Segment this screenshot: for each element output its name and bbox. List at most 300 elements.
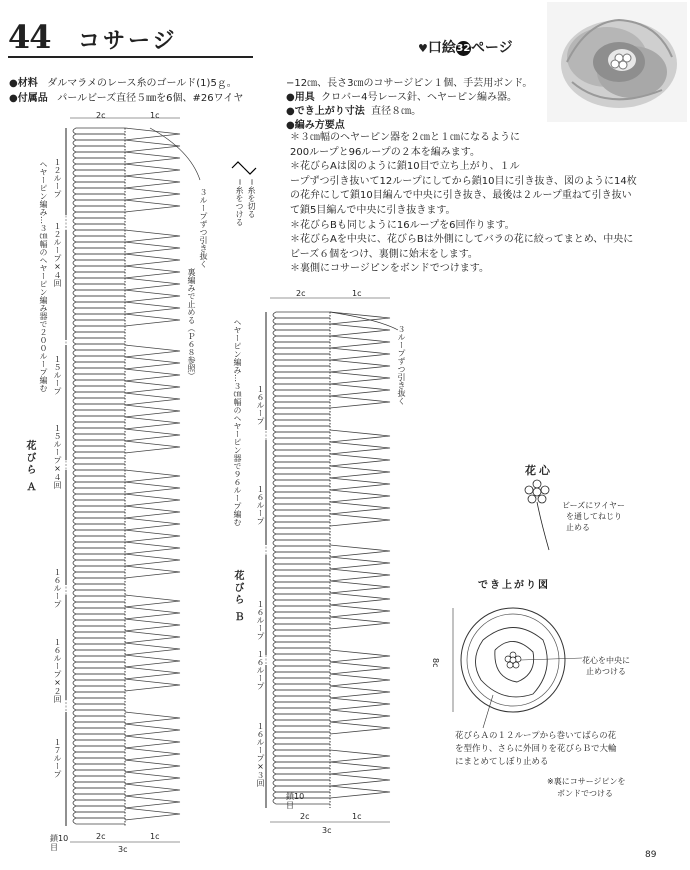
hairpin-loop-left	[273, 384, 330, 390]
heart-icon: ●	[286, 92, 295, 103]
hairpin-loop-left	[273, 426, 330, 432]
hairpin-loop-left	[273, 378, 330, 384]
hairpin-loop-left	[73, 554, 125, 560]
hairpin-loop-left	[273, 570, 330, 576]
zigzag-loop-right	[125, 230, 180, 242]
b-loop16-label-4: １６ループ	[256, 650, 265, 690]
hairpin-loop-left	[273, 660, 330, 666]
petal-a-top-dim-2c: 2c	[96, 111, 106, 120]
hairpin-loop-left	[73, 806, 125, 812]
hairpin-loop-left	[273, 594, 330, 600]
note-line: ビーズにワイヤー	[562, 501, 626, 510]
petal-b-bottom-dim-1c: 1c	[352, 812, 362, 821]
petal-a-bottom-dim-1c: 1c	[150, 832, 160, 841]
hairpin-loop-left	[73, 392, 125, 398]
hairpin-loop-left	[73, 812, 125, 818]
petal-b-bottom-dim-3c: 3c	[322, 826, 332, 835]
hairpin-loop-left	[73, 200, 125, 206]
hairpin-loop-left	[73, 284, 125, 290]
hairpin-loop-left	[73, 656, 125, 662]
zigzag-loop-right	[125, 266, 180, 278]
heart-icon: ●	[9, 93, 18, 104]
three-loop-note: ３ループずつ引き抜く	[199, 188, 208, 268]
hairpin-loop-left	[73, 608, 125, 614]
hairpin-loop-left	[73, 152, 125, 158]
zigzag-loop-right	[125, 736, 180, 748]
hairpin-loop-left	[273, 564, 330, 570]
zigzag-loop-right	[125, 290, 180, 302]
zigzag-loop-right	[125, 314, 180, 326]
hairpin-loop-left	[273, 762, 330, 768]
zigzag-loop-right	[125, 302, 180, 314]
loop12-label: １２ループ	[53, 158, 62, 198]
hairpin-loop-left	[73, 332, 125, 338]
zigzag-loop-right	[125, 381, 180, 393]
hairpin-loop-left	[73, 662, 125, 668]
flower-center-title: 花心	[525, 464, 553, 477]
finish-note: 裏編みで止める（Ｐ６８参照）	[187, 268, 196, 380]
zigzag-loop-right	[125, 506, 180, 518]
hairpin-loop-left	[73, 452, 125, 458]
hairpin-loop-left	[73, 272, 125, 278]
hairpin-loop-left	[73, 734, 125, 740]
hairpin-loop-left	[273, 744, 330, 750]
hairpin-loop-left	[73, 818, 125, 824]
zigzag-loop-right	[330, 372, 390, 384]
hairpin-loop-left	[273, 780, 330, 786]
zigzag-loop-right	[125, 357, 180, 369]
finished-description	[455, 730, 617, 769]
hairpin-loop-left	[273, 432, 330, 438]
hairpin-loop-left	[73, 758, 125, 764]
step-line: ＊裏側にコサージピンをボンドでつけます。	[290, 263, 489, 275]
hairpin-loop-left	[273, 420, 330, 426]
bead-icon	[510, 657, 516, 663]
step-line: ＊花びらAを中央に、花びらBは外側にしてバラの花に絞ってまとめ、中央に	[290, 234, 634, 246]
zigzag-loop-right	[330, 545, 390, 557]
hairpin-loop-left	[73, 302, 125, 308]
hairpin-loop-left	[273, 522, 330, 528]
hairpin-loop-left	[73, 710, 125, 716]
hairpin-loop-left	[73, 596, 125, 602]
finished-center-note	[582, 655, 630, 677]
zigzag-loop-right	[330, 348, 390, 360]
zigzag-loop-right	[330, 774, 390, 786]
pattern-title: コサージ	[78, 29, 178, 54]
zigzag-loop-right	[330, 650, 390, 662]
thread-attach-icon	[232, 162, 244, 168]
hairpin-loop-left	[273, 696, 330, 702]
thread-cut-icon	[244, 168, 256, 174]
heart-icon: ●	[9, 78, 18, 89]
size-text: 直径８㎝。	[371, 106, 422, 117]
hairpin-loop-left	[273, 474, 330, 480]
hairpin-loop-left	[73, 518, 125, 524]
hairpin-loop-left	[73, 602, 125, 608]
hairpin-loop-left	[273, 732, 330, 738]
page-number: 89	[645, 850, 657, 860]
hairpin-loop-left	[273, 354, 330, 360]
hairpin-loop-left	[73, 638, 125, 644]
heart-icon: ●	[286, 106, 295, 117]
hairpin-loop-left	[273, 330, 330, 336]
hairpin-loop-left	[73, 548, 125, 554]
hairpin-loop-left	[73, 674, 125, 680]
zigzag-loop-right	[330, 336, 390, 348]
hairpin-loop-left	[73, 704, 125, 710]
hairpin-loop-left	[73, 494, 125, 500]
hairpin-loop-left	[273, 510, 330, 516]
hairpin-loop-left	[273, 720, 330, 726]
hairpin-loop-left	[73, 650, 125, 656]
zigzag-loop-right	[125, 530, 180, 542]
hairpin-loop-left	[73, 434, 125, 440]
hairpin-loop-left	[273, 444, 330, 450]
hairpin-loop-left	[73, 686, 125, 692]
page-ref-number: 32	[456, 43, 471, 54]
hairpin-loop-left	[273, 504, 330, 510]
hairpin-loop-left	[73, 164, 125, 170]
hairpin-loop-left	[273, 402, 330, 408]
hairpin-loop-left	[73, 458, 125, 464]
zigzag-loop-right	[125, 405, 180, 417]
zigzag-loop-right	[125, 643, 180, 655]
hairpin-loop-left	[73, 728, 125, 734]
zigzag-loop-right	[125, 595, 180, 607]
zigzag-loop-right	[330, 324, 390, 336]
hairpin-loop-left	[73, 248, 125, 254]
hairpin-loop-left	[273, 534, 330, 540]
zigzag-loop-right	[125, 429, 180, 441]
step-line: ＊花びらAは図のように鎖10目で立ち上がり、１ル	[290, 161, 520, 173]
thread-attach-note: ＝糸をつける	[235, 178, 244, 226]
zigzag-loop-right	[330, 360, 390, 372]
hairpin-loop-left	[273, 552, 330, 558]
hairpin-loop-left	[273, 390, 330, 396]
note-line: 花びらＡの１２ループから巻いてばらの花	[455, 731, 617, 741]
zigzag-loop-right	[330, 569, 390, 581]
material-label: 材料	[17, 78, 38, 89]
hairpin-loop-left	[73, 362, 125, 368]
hairpin-loop-left	[73, 344, 125, 350]
zigzag-loop-right	[125, 554, 180, 566]
hairpin-loop-left	[273, 372, 330, 378]
zigzag-loop-right	[125, 417, 180, 429]
hairpin-loop-left	[273, 624, 330, 630]
hairpin-loop-left	[73, 626, 125, 632]
hairpin-loop-left	[73, 386, 125, 392]
hairpin-loop-left	[273, 672, 330, 678]
hairpin-loop-left	[73, 224, 125, 230]
hairpin-loop-left	[273, 486, 330, 492]
hairpin-loop-left	[273, 456, 330, 462]
accessory-label: 付属品	[17, 93, 48, 104]
hairpin-loop-left	[273, 324, 330, 330]
zigzag-loop-right	[330, 710, 390, 722]
zigzag-loop-right	[125, 188, 180, 200]
hairpin-loop-left	[73, 500, 125, 506]
hairpin-loop-left	[273, 708, 330, 714]
hairpin-loop-left	[73, 296, 125, 302]
hairpin-loop-left	[73, 188, 125, 194]
hairpin-loop-left	[73, 566, 125, 572]
zigzag-loop-right	[125, 712, 180, 724]
zigzag-loop-right	[125, 176, 180, 188]
zigzag-loop-right	[330, 581, 390, 593]
hairpin-loop-left	[273, 438, 330, 444]
hairpin-loop-left	[73, 782, 125, 788]
finished-dim: 8c	[431, 658, 440, 668]
hairpin-loop-left	[73, 374, 125, 380]
hairpin-loop-left	[73, 410, 125, 416]
bead-icon	[533, 480, 541, 488]
hairpin-loop-left	[73, 578, 125, 584]
hairpin-loop-left	[73, 584, 125, 590]
hairpin-loop-left	[73, 752, 125, 758]
hairpin-loop-left	[273, 414, 330, 420]
hairpin-loop-left	[273, 750, 330, 756]
hairpin-loop-left	[73, 620, 125, 626]
hairpin-loop-left	[273, 642, 330, 648]
hairpin-loop-left	[73, 488, 125, 494]
back-pin-note	[547, 776, 626, 800]
hairpin-loop-left	[273, 366, 330, 372]
zigzag-loop-right	[330, 786, 390, 798]
page-ref-suffix: ページ	[470, 40, 513, 56]
hairpin-loop-left	[273, 450, 330, 456]
material-text: ダルマラメのレース糸のゴールド(1)5ｇ。	[47, 78, 237, 89]
step-line: ＊花びらBも同じように16ループを6回作ります。	[290, 219, 515, 231]
petal-a-bottom-label: 鎖10目	[50, 834, 69, 852]
loop17-label: １７ループ	[53, 738, 62, 778]
bead-icon	[528, 495, 536, 503]
petal-b-hairpin-note: ヘヤーピン編み…３㎝幅のヘヤーピン器で９６ループ編む	[233, 318, 242, 526]
hairpin-loop-left	[73, 368, 125, 374]
hairpin-loop-left	[273, 678, 330, 684]
thread-cut-note: ＝糸を切る	[247, 178, 256, 218]
hairpin-loop-left	[273, 648, 330, 654]
zigzag-loop-right	[330, 466, 390, 478]
note-line: 止めつける	[586, 667, 626, 676]
hairpin-loop-left	[73, 428, 125, 434]
zigzag-loop-right	[330, 442, 390, 454]
zigzag-loop-right	[330, 478, 390, 490]
hairpin-loop-left	[73, 770, 125, 776]
bead-icon	[533, 488, 541, 496]
hairpin-loop-left	[73, 506, 125, 512]
hairpin-loop-left	[273, 756, 330, 762]
zigzag-loop-right	[125, 278, 180, 290]
pointer-line	[521, 658, 582, 660]
zigzag-loop-right	[125, 796, 180, 808]
wire-line	[537, 502, 549, 550]
hairpin-loop-left	[73, 398, 125, 404]
step-line: 200ループと96ループの２本を編みます。	[290, 146, 481, 158]
accessory-cont: −12㎝、長さ3㎝のコサージピン１個、手芸用ボンド。	[286, 78, 533, 89]
hairpin-loop-left	[73, 590, 125, 596]
note-line: にまとめてしぼり止める	[455, 757, 549, 767]
bead-icon	[541, 486, 549, 494]
hairpin-loop-left	[73, 482, 125, 488]
hairpin-loop-left	[273, 630, 330, 636]
b-loop16-label-2: １６ループ	[256, 485, 265, 525]
zigzag-loop-right	[330, 762, 390, 774]
petal-a-bottom-dim-3c: 3c	[118, 845, 128, 854]
hairpin-loop-left	[73, 290, 125, 296]
zigzag-loop-right	[330, 557, 390, 569]
hairpin-loop-left	[273, 690, 330, 696]
hairpin-loop-left	[73, 230, 125, 236]
step-line: ビーズ６個をつけ、裏側に始末をします。	[290, 248, 478, 260]
hairpin-loop-left	[273, 396, 330, 402]
zigzag-loop-right	[330, 698, 390, 710]
hairpin-loop-left	[73, 794, 125, 800]
zigzag-loop-right	[125, 369, 180, 381]
pointer-line	[483, 695, 493, 728]
petal-a-top-dim-1c: 1c	[150, 111, 160, 120]
hairpin-loop-left	[73, 278, 125, 284]
hairpin-loop-left	[73, 254, 125, 260]
zigzag-loop-right	[125, 393, 180, 405]
hairpin-loop-left	[73, 140, 125, 146]
zigzag-loop-right	[125, 482, 180, 494]
hairpin-loop-left	[273, 480, 330, 486]
zigzag-loop-right	[330, 593, 390, 605]
hairpin-loop-left	[273, 558, 330, 564]
hairpin-loop-left	[273, 342, 330, 348]
hairpin-loop-left	[73, 692, 125, 698]
hairpin-loop-left	[273, 528, 330, 534]
hairpin-loop-left	[73, 320, 125, 326]
hairpin-loop-left	[73, 194, 125, 200]
hairpin-loop-left	[73, 524, 125, 530]
hairpin-loop-left	[73, 158, 125, 164]
zigzag-loop-right	[125, 808, 180, 820]
hairpin-loop-left	[273, 636, 330, 642]
hairpin-loop-left	[73, 698, 125, 704]
hairpin-loop-left	[273, 492, 330, 498]
hairpin-loop-left	[273, 726, 330, 732]
hairpin-loop-left	[273, 462, 330, 468]
step-line: ープずつ引き抜いて12ループにしてから鎖10目に引き抜き、図のように14枚	[290, 175, 637, 187]
hairpin-loop-left	[73, 416, 125, 422]
hairpin-loop-left	[73, 314, 125, 320]
bead-icon	[538, 495, 546, 503]
zigzag-loop-right	[330, 605, 390, 617]
zigzag-loop-right	[125, 607, 180, 619]
zigzag-loop-right	[330, 396, 390, 408]
note-line: ボンドでつける	[557, 789, 613, 798]
zigzag-loop-right	[330, 384, 390, 396]
finished-title: でき上がり図	[478, 580, 550, 591]
note-line: 止める	[566, 523, 590, 532]
note-line: ※裏にコサージピンを	[547, 777, 626, 786]
hairpin-loop-left	[73, 788, 125, 794]
hairpin-loop-left	[73, 536, 125, 542]
hairpin-loop-left	[273, 468, 330, 474]
hairpin-loop-left	[73, 512, 125, 518]
b-loop16x3-label: １６ループ×３回	[256, 722, 265, 787]
zigzag-loop-right	[125, 494, 180, 506]
hairpin-loop-left	[73, 260, 125, 266]
hairpin-loop-left	[73, 776, 125, 782]
hairpin-loop-left	[273, 408, 330, 414]
b-three-loop-note: ３ループずつ引き抜く	[397, 325, 406, 405]
hairpin-loop-left	[73, 530, 125, 536]
hairpin-loop-left	[273, 348, 330, 354]
hairpin-loop-left	[73, 338, 125, 344]
hairpin-loop-left	[73, 440, 125, 446]
petal-a-hairpin-note: ヘヤーピン編み…３㎝幅のヘヤーピン編み器で２００ループ編む	[39, 160, 48, 392]
zigzag-loop-right	[125, 345, 180, 357]
hairpin-loop-left	[73, 350, 125, 356]
hairpin-loop-left	[73, 464, 125, 470]
hairpin-loop-left	[273, 702, 330, 708]
zigzag-loop-right	[125, 724, 180, 736]
hairpin-loop-left	[73, 740, 125, 746]
hairpin-loop-left	[273, 600, 330, 606]
zigzag-loop-right	[125, 152, 180, 164]
zigzag-loop-right	[125, 140, 180, 152]
hairpin-loop-left	[73, 242, 125, 248]
zigzag-loop-right	[330, 502, 390, 514]
petal-a-bottom-dim-2c: 2c	[96, 832, 106, 841]
zigzag-loop-right	[125, 784, 180, 796]
hairpin-loop-left	[73, 668, 125, 674]
petal-b-bottom-label: 鎖10目	[286, 792, 305, 810]
tools-label: 用具	[294, 92, 315, 103]
step-line: ＊３㎝幅のヘヤーピン器を２㎝と１㎝になるように	[290, 132, 520, 143]
hairpin-loop-left	[73, 476, 125, 482]
zigzag-loop-right	[330, 686, 390, 698]
hairpin-loop-left	[273, 606, 330, 612]
loop16x2-label: １６ループ×２回	[53, 638, 62, 703]
loop15-label: １５ループ	[53, 355, 62, 395]
flower-center-note	[562, 500, 625, 533]
petal-b-top-dim-1c: 1c	[352, 289, 362, 298]
hairpin-loop-left	[273, 546, 330, 552]
petal-b-top-dim-2c: 2c	[296, 289, 306, 298]
hairpin-loop-left	[73, 170, 125, 176]
hairpin-loop-left	[273, 714, 330, 720]
hairpin-loop-left	[273, 774, 330, 780]
zigzag-loop-right	[125, 655, 180, 667]
hairpin-loop-left	[273, 336, 330, 342]
hairpin-loop-left	[73, 146, 125, 152]
hairpin-loop-left	[273, 312, 330, 318]
hairpin-loop-left	[73, 236, 125, 242]
tools-text: クロバー4号レース針、ヘヤーピン編み器。	[321, 92, 517, 103]
hairpin-loop-left	[273, 768, 330, 774]
hairpin-loop-left	[73, 560, 125, 566]
hairpin-loop-left	[73, 716, 125, 722]
zigzag-loop-right	[125, 254, 180, 266]
bead-icon	[525, 486, 533, 494]
hairpin-loop-left	[73, 764, 125, 770]
hairpin-loop-left	[73, 542, 125, 548]
hairpin-loop-left	[73, 134, 125, 140]
hairpin-loop-left	[273, 498, 330, 504]
hairpin-loop-left	[273, 684, 330, 690]
hairpin-loop-left	[73, 572, 125, 578]
size-label: でき上がり寸法	[294, 106, 365, 117]
hairpin-loop-left	[73, 380, 125, 386]
hairpin-loop-left	[73, 746, 125, 752]
zigzag-loop-right	[125, 441, 180, 453]
hairpin-loop-left	[73, 446, 125, 452]
hairpin-loop-left	[73, 422, 125, 428]
step-line: て鎖5目編んで中央に引き抜きます。	[290, 204, 456, 216]
